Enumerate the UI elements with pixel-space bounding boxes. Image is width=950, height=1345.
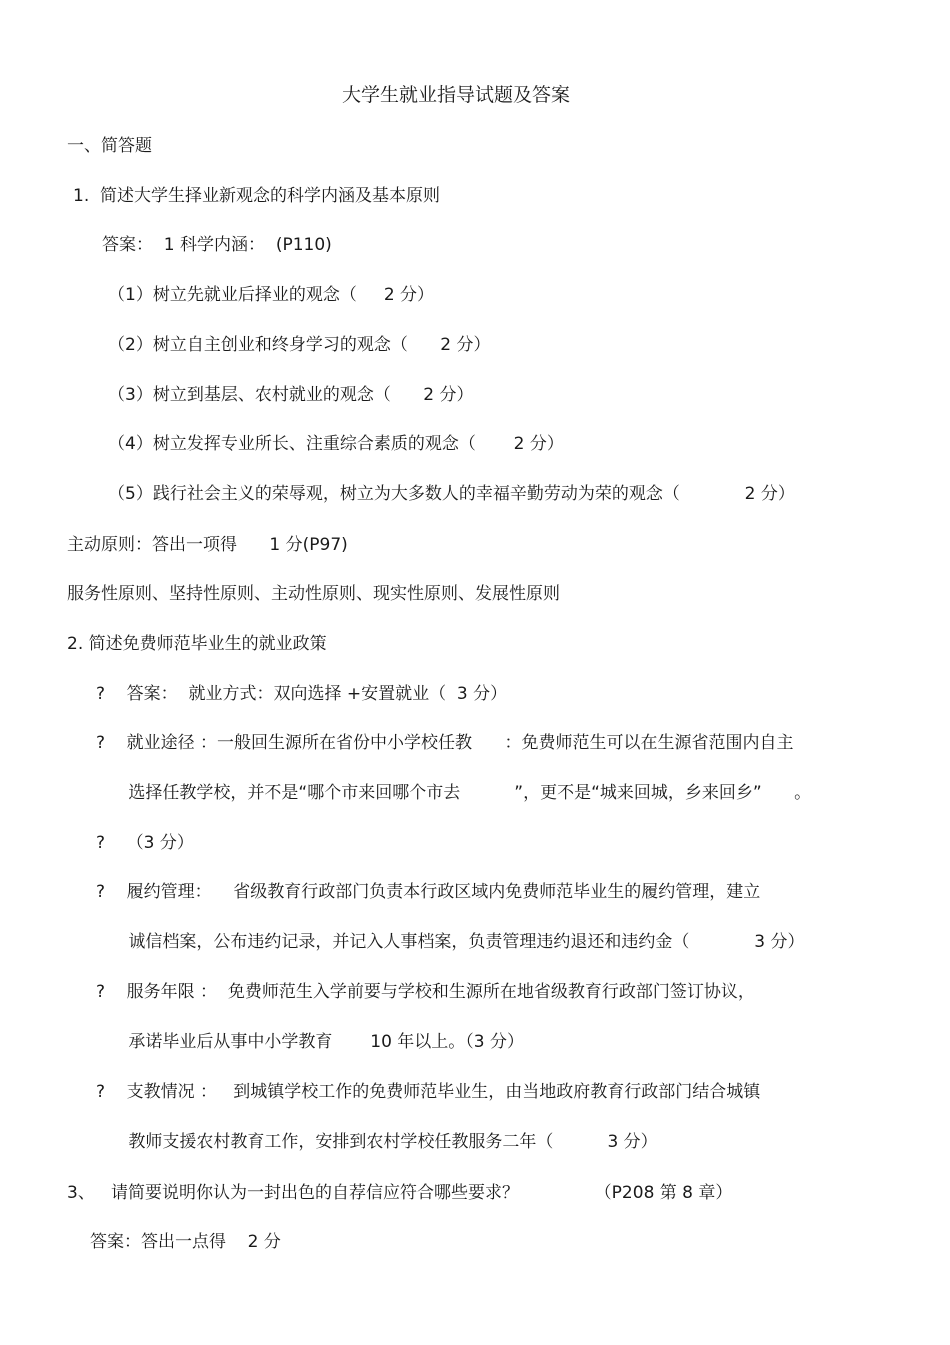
answer-2-line: 诚信档案，公布违约记录，并记入人事档案，负责管理违约退还和违约金（ 3 分） (96, 932, 805, 952)
answer-3: 答案：答出一点得 2 分 (90, 1232, 281, 1252)
question-1: 1. 简述大学生择业新观念的科学内涵及基本原则 (73, 186, 441, 206)
answer-2-line: ? 支教情况 ： 到城镇学校工作的免费师范毕业生，由当地政府教育行政部门结合城镇 (96, 1082, 761, 1102)
question-3: 3、 请简要说明你认为一封出色的自荐信应符合哪些要求？ （P208 第 8 章） (67, 1183, 733, 1203)
answer-2-line: ? 答案： 就业方式：双向选择 +安置就业（ 3 分） (96, 684, 508, 704)
principle-label: 主动原则：答出一项得 1 分(P97) (67, 535, 348, 555)
answer-2-line: 教师支援农村教育工作，安排到农村学校任教服务二年（ 3 分） (96, 1132, 658, 1152)
section-heading: 一、简答题 (67, 136, 152, 156)
answer-1-item: （5）践行社会主义的荣辱观，树立为大多数人的幸福辛勤劳动为荣的观念（ 2 分） (108, 484, 795, 504)
answer-2-line: ? （3 分） (96, 833, 194, 853)
doc-title: 大学生就业指导试题及答案 (342, 84, 571, 106)
answer-1-item: （4）树立发挥专业所长、注重综合素质的观念（ 2 分） (108, 434, 564, 454)
answer-1: 答案： 1 科学内涵： (P110) (102, 235, 332, 255)
answer-2-line: 选择任教学校，并不是“哪个市来回哪个市去 ”，更不是“城来回城，乡来回乡” 。 (96, 783, 812, 803)
principle-list: 服务性原则、坚持性原则、主动性原则、现实性原则、发展性原则 (67, 584, 560, 604)
answer-2-line: ? 履约管理： 省级教育行政部门负责本行政区域内免费师范毕业生的履约管理，建立 (96, 882, 761, 902)
answer-1-item: （3）树立到基层、农村就业的观念（ 2 分） (108, 385, 474, 405)
answer-1-item: （2）树立自主创业和终身学习的观念（ 2 分） (108, 335, 491, 355)
question-2: 2. 简述免费师范毕业生的就业政策 (67, 634, 327, 654)
answer-2-line: 承诺毕业后从事中小学教育 10 年以上。（3 分） (96, 1032, 525, 1052)
answer-1-item: （1）树立先就业后择业的观念（ 2 分） (108, 285, 435, 305)
answer-2-line: ? 服务年限 ： 免费师范生入学前要与学校和生源所在地省级教育行政部门签订协议， (96, 982, 755, 1002)
answer-2-line: ? 就业途径 ：一般回生源所在省份中小学校任教 ：免费师范生可以在生源省范围内自主 (96, 733, 794, 753)
